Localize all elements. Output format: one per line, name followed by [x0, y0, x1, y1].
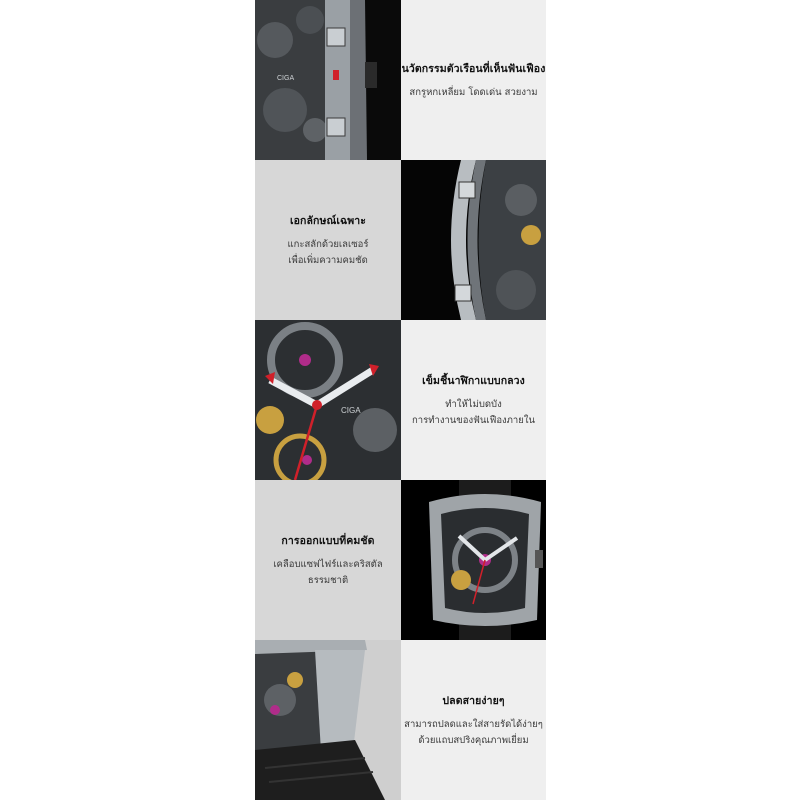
feature-title: การออกแบบที่คมชัด	[281, 534, 375, 547]
feature-row-5	[255, 640, 546, 800]
feature-title: เอกลักษณ์เฉพาะ	[289, 214, 367, 227]
feature-title: นวัตกรรมตัวเรือนที่เห็นฟันเฟือง	[401, 62, 546, 75]
feature-text-4	[255, 480, 401, 640]
feature-row-1	[255, 0, 546, 160]
feature-text-2	[255, 160, 401, 320]
feature-description: เคลือบแซฟไฟร์และคริสตัลธรรมชาติ	[273, 558, 383, 586]
feature-description: สามารถปลดและใส่สายรัดได้ง่ายๆ ด้วยแถบสปริงคุณภาพเยี่ยม	[404, 718, 543, 746]
svg-text:CIGA: CIGA	[277, 75, 295, 82]
feature-text-3	[401, 320, 546, 480]
feature-text-5	[401, 640, 546, 800]
feature-description: แกะสลักด้วยเลเซอร์ เพื่อเพิ่มความคมชัด	[287, 238, 369, 266]
svg-text:CIGA: CIGA	[341, 406, 361, 415]
watch-case-side-image	[401, 160, 546, 320]
full-watch-image	[401, 480, 546, 640]
feature-strip	[255, 0, 546, 800]
feature-text-1	[401, 0, 546, 160]
watch-strap-image	[255, 640, 401, 800]
feature-row-3	[255, 320, 546, 480]
feature-title: ปลดสายง่ายๆ	[442, 694, 505, 707]
feature-title: เข็มชี้นาฬิกาแบบกลวง	[422, 374, 525, 387]
feature-row-4	[255, 480, 546, 640]
skeleton-hands-image	[255, 320, 401, 480]
feature-row-2	[255, 160, 546, 320]
feature-description: สกรูหกเหลี่ยม โดดเด่น สวยงาม	[409, 86, 538, 98]
feature-description: ทำให้ไม่บดบัง การทำงานของฟันเฟืองภายใน	[412, 398, 535, 426]
watch-case-corner-image	[255, 0, 401, 160]
